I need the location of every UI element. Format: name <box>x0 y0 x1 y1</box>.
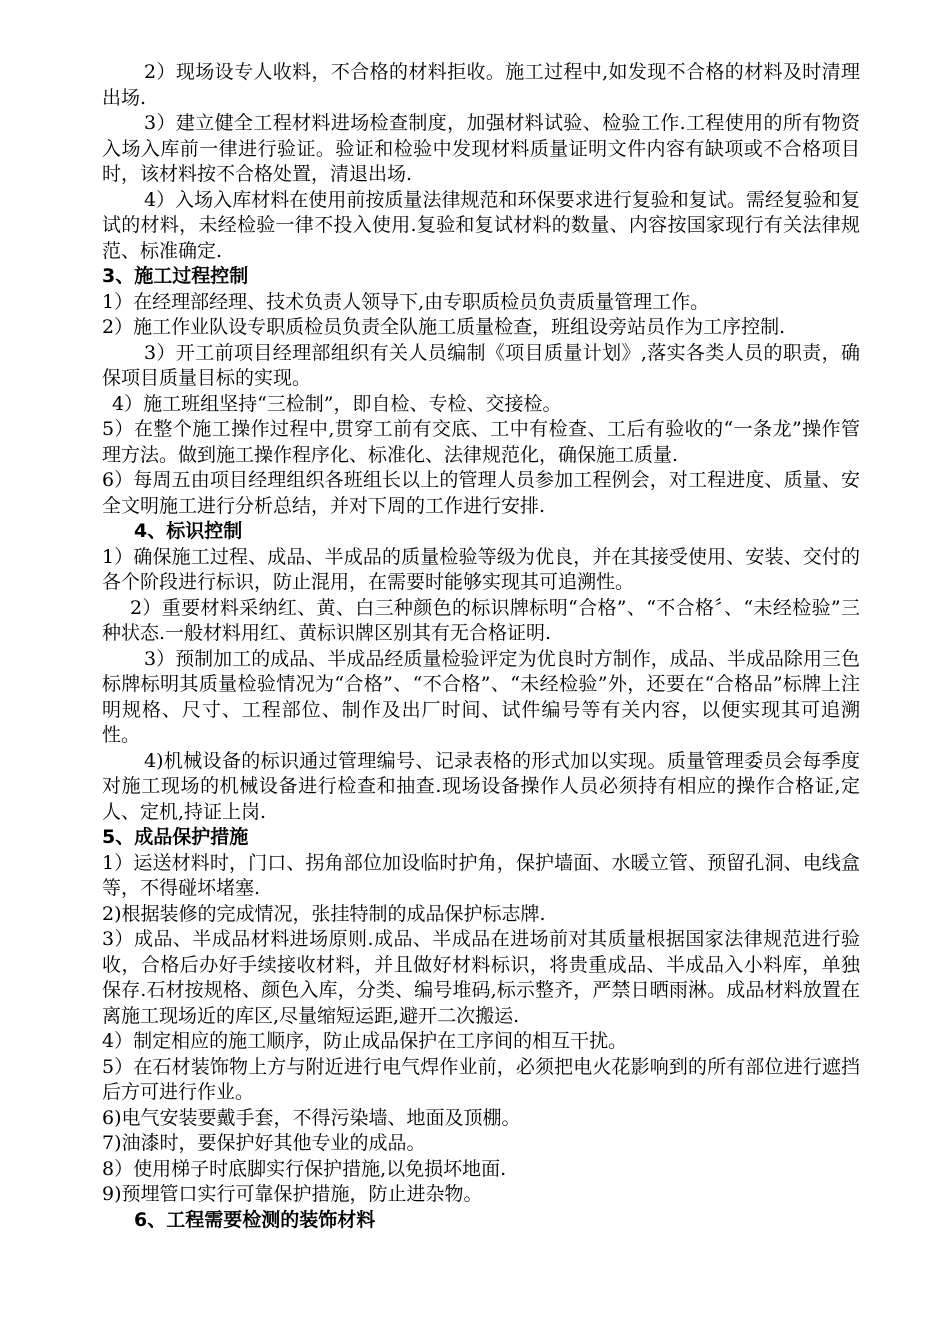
paragraph: 8）使用梯子时底脚实行保护措施,以免损坏地面. <box>102 1157 507 1180</box>
paragraph: 2）现场设专人收料，不合格的材料拒收。施工过程中,如发现不合格的材料及时清理出场. <box>102 61 860 109</box>
paragraph: 3）成品、半成品材料进场原则.成品、半成品在进场前对其质量根据国家法律规范进行验收，合格后办好手续接收材料，并且做好材料标识，将贵重成品、半成品入小料库，单独保存.石材按规格、颜色入库，分类、编号堆码,标示整齐，严禁日晒雨淋。成品材料放置在离施工现场近的库区,尽量缩短运距,避开二次搬运. <box>102 928 860 1027</box>
paragraph: 4）制定相应的施工顺序，防止成品保护在工序间的相互干扰。 <box>102 1030 628 1052</box>
paragraph: 4）入场入库材料在使用前按质量法律规范和环保要求进行复验和复试。需经复验和复试的材料，未经检验一律不投入使用.复验和复试材料的数量、内容按国家现行有关法律规范、标准确定. <box>102 188 860 262</box>
paragraph: 3）预制加工的成品、半成品经质量检验评定为优良时方制作，成品、半成品除用三色标牌标明其质量检验情况为“合格”、“不合格”、“未经检验”外，还要在“合格品”标牌上注明规格、尺寸、工程部位、制作及出厂时间、试件编号等有关内容，以便实现其可追溯性。 <box>102 647 860 746</box>
paragraph: 1）在经理部经理、技术负责人领导下,由专职质检员负责质量管理工作。 <box>102 290 710 313</box>
section-heading: 5、成品保护措施 <box>102 826 249 848</box>
paragraph: 7)油漆时，要保护好其他专业的成品。 <box>102 1132 426 1154</box>
paragraph: 6）每周五由项目经理组织各班组长以上的管理人员参加工程例会，对工程进度、质量、安全文明施工进行分析总结，并对下周的工作进行安排. <box>102 469 860 517</box>
paragraph: 6)电气安装要戴手套，不得污染墙、地面及顶棚。 <box>102 1106 521 1129</box>
paragraph: 2）施工作业队设专职质检员负责全队施工质量检查，班组设旁站员作为工序控制. <box>102 316 786 338</box>
paragraph: 1）运送材料时，门口、拐角部位加设临时护角，保护墙面、水暖立管、预留孔洞、电线盒等，不得碰坏堵塞. <box>102 851 860 899</box>
section-heading: 3、施工过程控制 <box>102 265 249 287</box>
section-heading: 4、标识控制 <box>134 520 243 542</box>
paragraph: 5）在整个施工操作过程中,贯穿工前有交底、工中有检查、工后有验收的“一条龙”操作管理方法。做到施工操作程序化、标准化、法律规范化，确保施工质量. <box>102 418 860 466</box>
paragraph: 9)预埋管口实行可靠保护措施，防止进杂物。 <box>102 1183 483 1205</box>
paragraph: 1）确保施工过程、成品、半成品的质量检验等级为优良，并在其接受使用、安装、交付的各个阶段进行标识，防止混用，在需要时能够实现其可追溯性。 <box>102 545 860 593</box>
section-heading: 6、工程需要检测的装饰材料 <box>134 1208 376 1231</box>
paragraph: 4)机械设备的标识通过管理编号、记录表格的形式加以实现。质量管理委员会每季度对施工现场的机械设备进行检查和抽查.现场设备操作人员必须持有相应的操作合格证,定人、定机,持证上岗. <box>102 749 860 823</box>
paragraph: 5）在石材装饰物上方与附近进行电气焊作业前，必须把电火花影响到的所有部位进行遮挡后方可进行作业。 <box>102 1055 860 1103</box>
paragraph: 3）开工前项目经理部组织有关人员编制《项目质量计划》,落实各类人员的职责，确保项目质量目标的实现。 <box>102 341 860 389</box>
paragraph: 4）施工班组坚持“三检制”，即自检、专检、交接检。 <box>112 392 562 415</box>
paragraph: 3）建立健全工程材料进场检查制度，加强材料试验、检验工作.工程使用的所有物资入场入库前一律进行验证。验证和检验中发现材料质量证明文件内容有缺项或不合格项目时，该材料按不合格处置，清退出场. <box>102 112 860 185</box>
paragraph: 2）重要材料采纳红、黄、白三种颜色的标识牌标明“合格”、“不合格〞、“未经检验”三种状态.一般材料用红、黄标识牌区别其有无合格证明. <box>102 596 860 644</box>
paragraph: 2)根据装修的完成情况，张挂特制的成品保护标志牌. <box>102 902 546 925</box>
